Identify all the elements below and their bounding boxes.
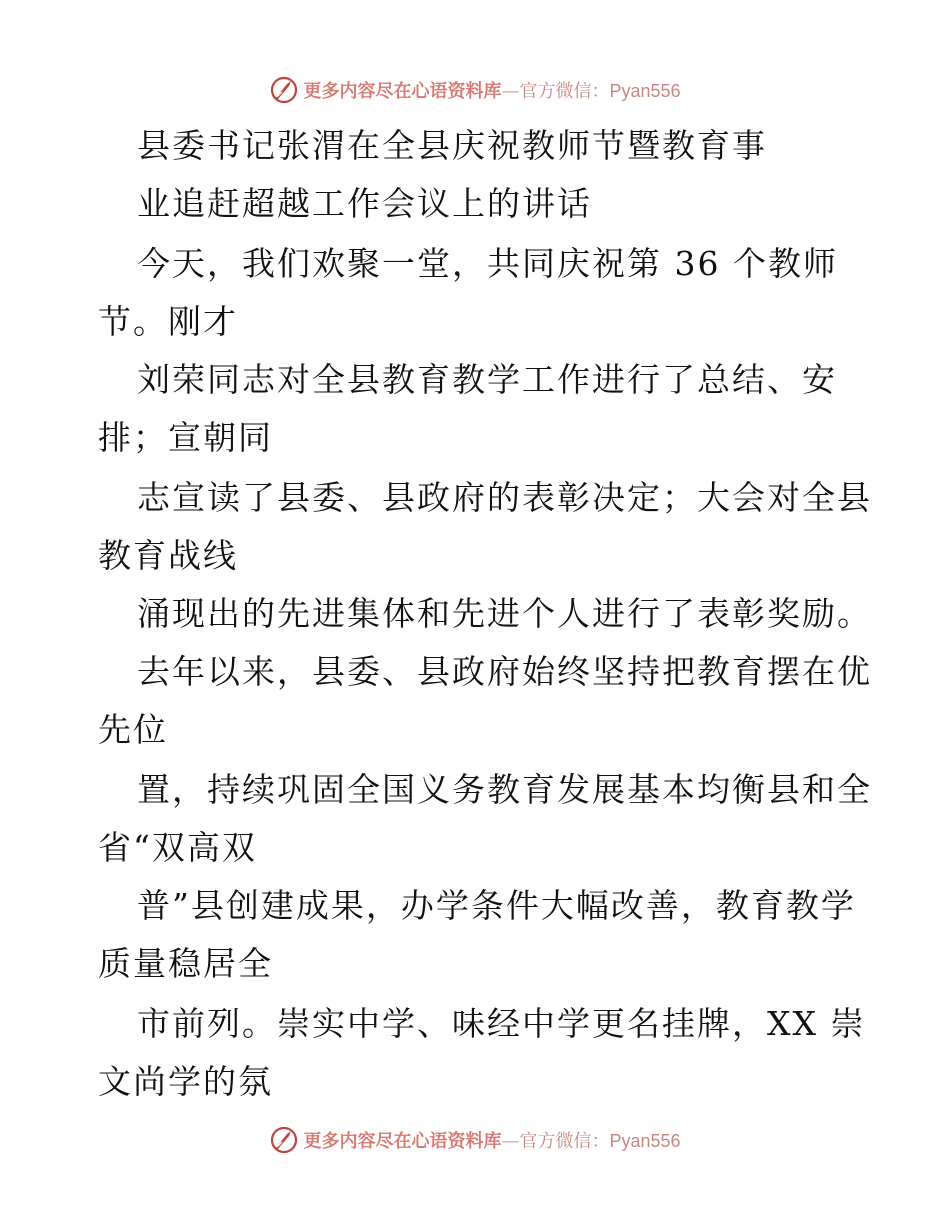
text-line: 去年以来，县委、县政府始终坚持把教育摆在优 (137, 652, 872, 691)
text-line: 省“双高双 (98, 828, 257, 867)
text-line: 志宣读了县委、县政府的表彰决定；大会对全县 (137, 478, 872, 517)
title-line-1: 县委书记张渭在全县庆祝教师节暨教育事 (137, 126, 767, 165)
text-line: 先位 (98, 710, 168, 749)
header-watermark (0, 72, 950, 108)
watermark-dash: — (501, 81, 520, 102)
text-line: 节。刚才 (98, 302, 238, 341)
watermark-main-text: 更多内容尽在心语资料库 (303, 1131, 502, 1152)
text-line: 普”县创建成果，办学条件大幅改善，教育教学 (137, 886, 856, 925)
text-line: 质量稳居全 (98, 944, 273, 983)
text-line: 文尚学的氛 (98, 1062, 273, 1101)
watermark-wechat-id: Pyan556 (609, 1131, 681, 1151)
title-line-2: 业追赶超越工作会议上的讲话 (137, 184, 592, 223)
text-line: 教育战线 (98, 536, 238, 575)
quill-logo-icon (269, 75, 299, 105)
text-line: 涌现出的先进集体和先进个人进行了表彰奖励。 (137, 594, 872, 633)
watermark-wechat-label: 官方微信： (519, 1131, 610, 1152)
quill-logo-icon (269, 1125, 299, 1155)
watermark-dash: — (501, 1131, 520, 1152)
text-line: 排；宣朝同 (98, 418, 273, 457)
watermark-main-text: 更多内容尽在心语资料库 (303, 81, 502, 102)
text-line: 刘荣同志对全县教育教学工作进行了总结、安 (137, 360, 837, 399)
text-line: 置，持续巩固全国义务教育发展基本均衡县和全 (137, 770, 872, 809)
footer-watermark (0, 1122, 950, 1158)
watermark-wechat-label: 官方微信： (519, 81, 610, 102)
text-line: 今天，我们欢聚一堂，共同庆祝第 36 个教师 (137, 244, 838, 283)
watermark-wechat-id: Pyan556 (609, 81, 681, 101)
text-line: 市前列。崇实中学、味经中学更名挂牌，XX 崇 (137, 1004, 866, 1043)
